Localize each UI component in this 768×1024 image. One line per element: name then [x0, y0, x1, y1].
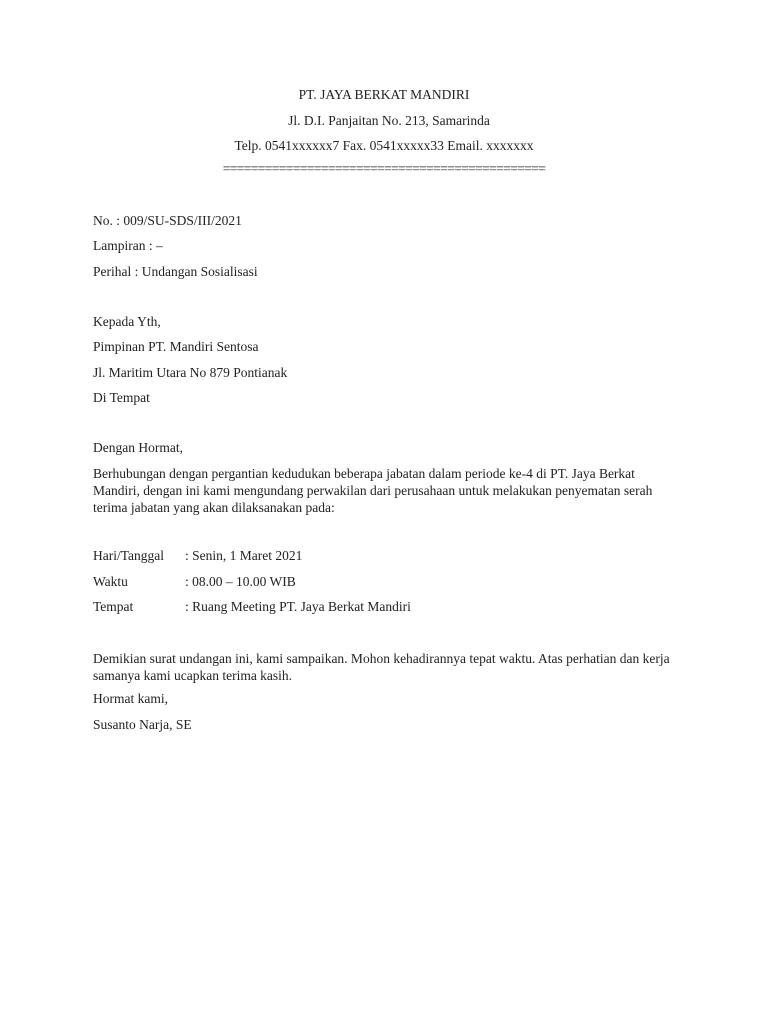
- recipient-address: Jl. Maritim Utara No 879 Pontianak: [93, 365, 288, 380]
- salutation: Dengan Hormat,: [93, 440, 183, 455]
- closing-regards: Hormat kami,: [93, 691, 168, 706]
- header-separator: ==============================================: [222, 161, 546, 176]
- letter-subject: Perihal : Undangan Sosialisasi: [93, 264, 258, 279]
- letter-number: No. : 009/SU-SDS/III/2021: [93, 213, 242, 228]
- company-address: Jl. D.I. Panjaitan No. 213, Samarinda: [288, 113, 490, 128]
- letter-attachment: Lampiran : –: [93, 238, 163, 253]
- recipient-greeting: Kepada Yth,: [93, 314, 161, 329]
- signer-name: Susanto Narja, SE: [93, 717, 192, 732]
- detail-value: : Ruang Meeting PT. Jaya Berkat Mandiri: [185, 599, 411, 614]
- detail-label: Waktu: [93, 574, 128, 589]
- company-contact: Telp. 0541xxxxxx7 Fax. 0541xxxxx33 Email. xxxxxxx: [234, 138, 534, 153]
- detail-label: Tempat: [93, 599, 134, 614]
- intro-paragraph: Berhubungan dengan pergantian kedudukan beberapa jabatan dalam periode ke-4 di PT. Jaya Berkat Mandiri, dengan ini kami mengundang perwakilan dari perusahaan untuk melakukan penyematan serah terima jabatan yang akan dilaksanakan pada:: [93, 466, 653, 515]
- detail-row-time: [93, 574, 296, 590]
- closing-paragraph: Demikian surat undangan ini, kami sampaikan. Mohon kehadirannya tepat waktu. Atas perhatian dan kerja samanya kami ucapkan terima kasih.: [93, 651, 670, 683]
- detail-row-date: [93, 548, 302, 564]
- detail-value: : Senin, 1 Maret 2021: [185, 548, 303, 563]
- detail-row-place: [93, 599, 411, 615]
- detail-label: Hari/Tanggal: [93, 548, 165, 563]
- recipient-place: Di Tempat: [93, 390, 150, 405]
- detail-value: : 08.00 – 10.00 WIB: [185, 574, 296, 589]
- company-name: PT. JAYA BERKAT MANDIRI: [298, 87, 470, 102]
- recipient-name: Pimpinan PT. Mandiri Sentosa: [93, 339, 259, 354]
